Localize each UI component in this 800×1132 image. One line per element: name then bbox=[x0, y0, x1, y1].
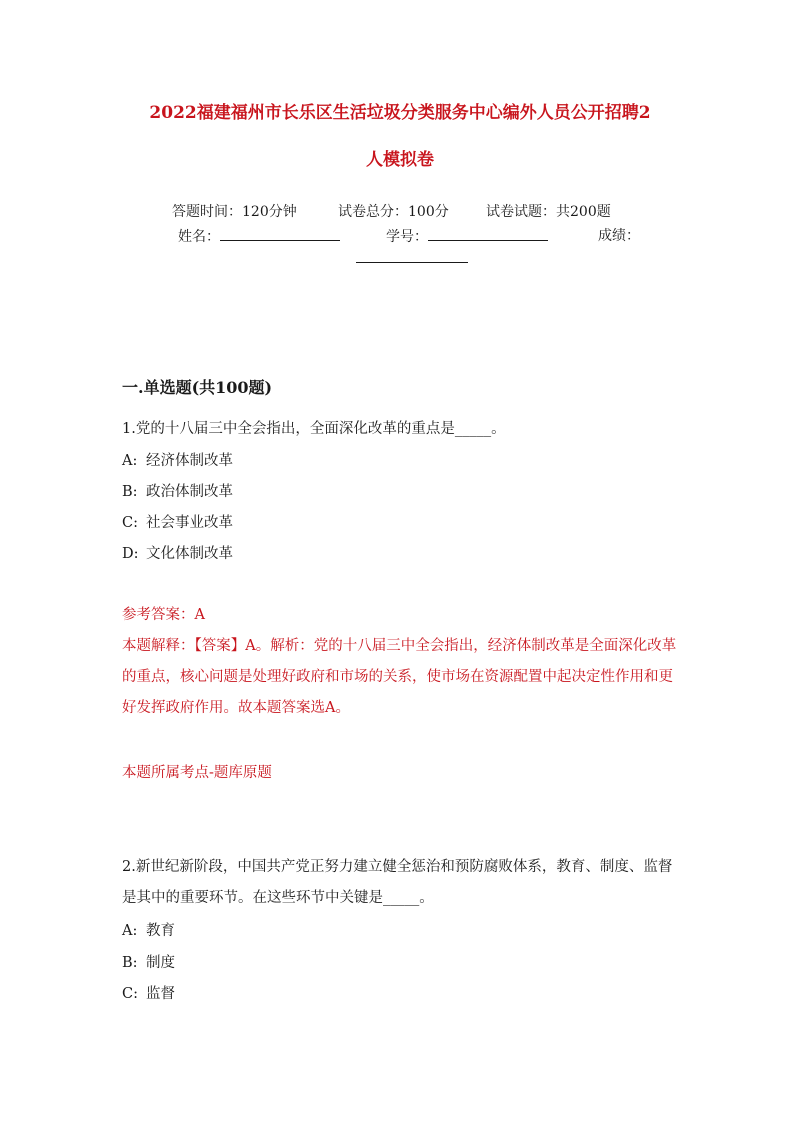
option-text: 政治体制改革 bbox=[146, 484, 233, 500]
question-1-option-a bbox=[122, 452, 233, 470]
exam-time: 答题时间：120分钟 bbox=[172, 204, 297, 220]
question-1-topic-tag: 本题所属考点-题库原题 bbox=[122, 765, 272, 781]
name-field bbox=[178, 228, 340, 245]
section-heading: 一.单选题(共100题) bbox=[122, 378, 273, 397]
name-blank bbox=[220, 228, 340, 241]
exam-total-score: 试卷总分：100分 bbox=[338, 204, 449, 220]
exam-question-count: 试卷试题：共200题 bbox=[486, 204, 611, 220]
exam-title-line1: 2022福建福州市长乐区生活垃圾分类服务中心编外人员公开招聘2 bbox=[149, 103, 651, 123]
option-text: 经济体制改革 bbox=[146, 453, 233, 469]
question-2-text: 2.新世纪新阶段，中国共产党正努力建立健全惩治和预防腐败体系，教育、制度、监督是其中的重要环节。在这些环节中关键是_____。 bbox=[122, 859, 673, 906]
id-label: 学号： bbox=[386, 229, 428, 245]
option-text: 文化体制改革 bbox=[146, 546, 233, 562]
option-letter: B: bbox=[122, 955, 138, 971]
question-2-option-b bbox=[122, 954, 175, 972]
option-letter: A: bbox=[122, 923, 138, 939]
option-letter: C: bbox=[122, 986, 138, 1002]
name-label: 姓名： bbox=[178, 229, 220, 245]
question-2-option-c bbox=[122, 985, 175, 1003]
score-blank bbox=[356, 250, 468, 263]
question-1-answer-block bbox=[122, 600, 682, 724]
option-text: 教育 bbox=[146, 923, 175, 939]
question-1-option-c bbox=[122, 514, 233, 532]
option-text: 社会事业改革 bbox=[146, 515, 233, 531]
option-letter: D: bbox=[122, 546, 139, 562]
option-text: 制度 bbox=[146, 955, 175, 971]
question-1-option-b bbox=[122, 483, 233, 501]
question-1-answer: 参考答案：A bbox=[122, 607, 205, 623]
option-text: 监督 bbox=[146, 986, 175, 1002]
question-1-explanation: 本题解释：【答案】A。解析：党的十八届三中全会指出，经济体制改革是全面深化改革的重点，核心问题是处理好政府和市场的关系，使市场在资源配置中起决定性作用和更好发挥政府作用。故本题答案选A。 bbox=[122, 638, 677, 716]
id-field bbox=[386, 228, 548, 245]
exam-title-line2: 人模拟卷 bbox=[366, 150, 434, 170]
question-1-text: 1.党的十八届三中全会指出，全面深化改革的重点是_____。 bbox=[122, 421, 506, 437]
question-1-option-d bbox=[122, 545, 233, 563]
option-letter: C: bbox=[122, 515, 138, 531]
score-field bbox=[356, 250, 468, 267]
question-2-option-a bbox=[122, 922, 175, 940]
id-blank bbox=[428, 228, 548, 241]
option-letter: B: bbox=[122, 484, 138, 500]
score-label: 成绩： bbox=[598, 228, 640, 244]
option-letter: A: bbox=[122, 453, 138, 469]
